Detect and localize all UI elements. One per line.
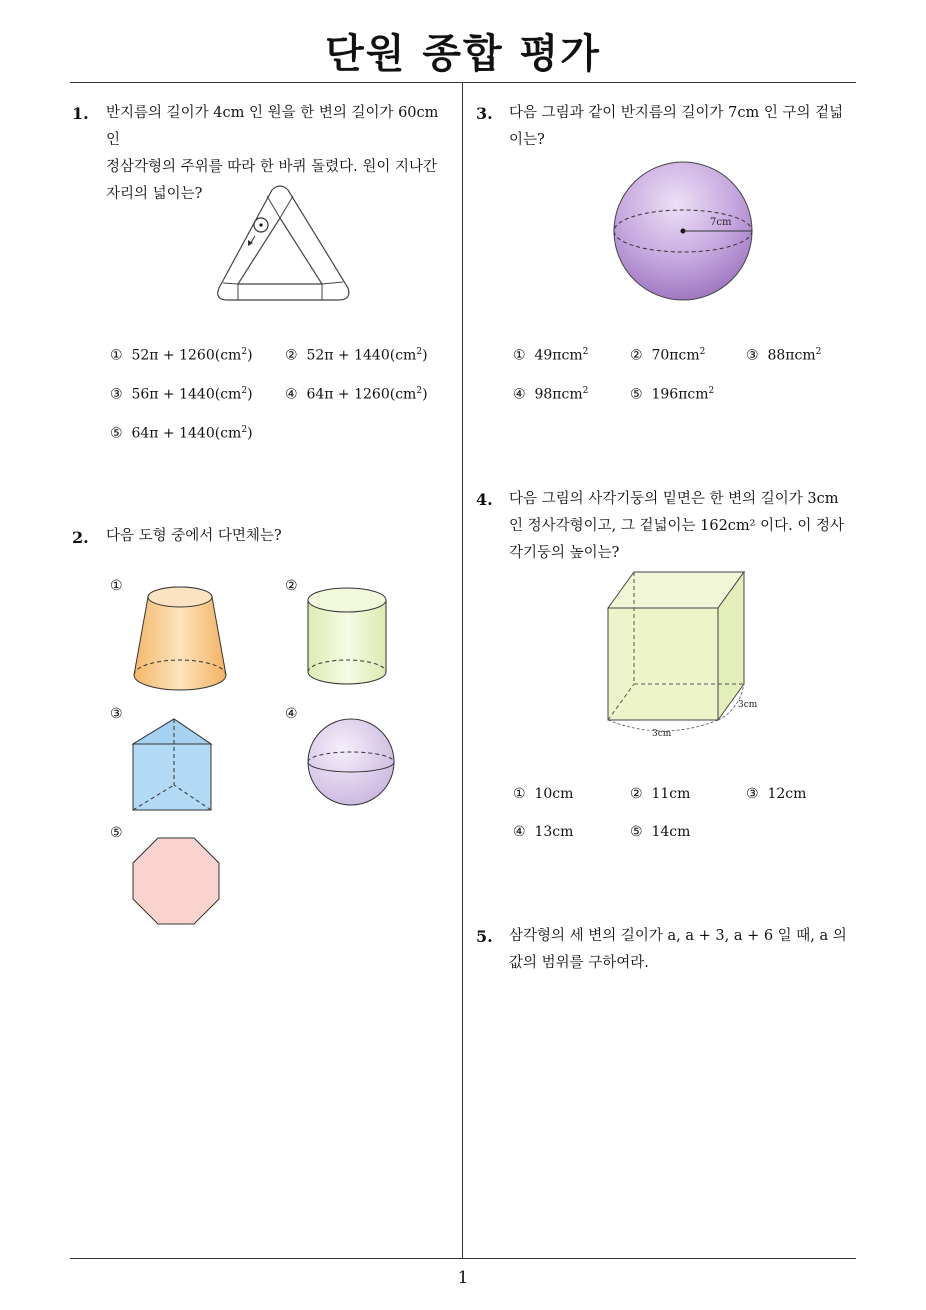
square-prism-figure [605, 570, 765, 740]
question-4-text: 다음 그림의 사각기둥의 밑면은 한 변의 길이가 3cm 인 정사각형이고, 그 겉넓이는 162cm² 이다. 이 정사 각기둥의 높이는? [509, 491, 844, 561]
q2-figure-label-2: ② [285, 578, 298, 594]
q4-option-5[interactable]: ⑤ 14cm [630, 824, 691, 840]
q1-option-1[interactable]: ① $52\pi + 1260(cm^2)$ [110, 347, 253, 364]
page-title: 단원 종합 평가 [325, 31, 601, 77]
q4-option-2[interactable]: ② 11cm [630, 786, 691, 802]
question-1-text: 반지름의 길이가 4cm 인 원을 한 변의 길이가 60cm 인 정삼각형의 주위를 따라 한 바퀴 돌렸다. 원이 지나간 자리의 넓이는? [106, 105, 439, 202]
q3-option-1[interactable]: ① 49πcm$^2$ [513, 347, 589, 364]
sphere-radius-label: 7cm [710, 217, 732, 228]
q2-figure-label-5: ⑤ [110, 825, 123, 841]
q3-option-2[interactable]: ② 70πcm$^2$ [630, 347, 706, 364]
q4-option-4[interactable]: ④ 13cm [513, 824, 574, 840]
question-3-text: 다음 그림과 같이 반지름의 길이가 7cm 인 구의 겉넓 이는? [509, 105, 844, 148]
q3-option-3[interactable]: ③ 88πcm$^2$ [746, 347, 822, 364]
triangular-prism-figure[interactable] [132, 718, 212, 813]
prism-depth-label: 3cm [738, 700, 758, 710]
q2-figure-label-4: ④ [285, 706, 298, 722]
q1-option-5[interactable]: ⑤ $64\pi + 1440(cm^2)$ [110, 425, 253, 442]
column-divider [462, 82, 463, 1258]
q2-figure-label-1: ① [110, 578, 123, 594]
question-2-number: 2. [72, 528, 89, 547]
question-4-number: 4. [476, 490, 493, 509]
q4-option-1[interactable]: ① 10cm [513, 786, 574, 802]
question-3-number: 3. [476, 104, 493, 123]
page-number: 1 [457, 1268, 469, 1288]
question-5-number: 5. [476, 927, 493, 946]
prism-width-label: 3cm [652, 729, 672, 739]
top-divider [70, 82, 856, 83]
frustum-figure[interactable] [130, 585, 230, 695]
q3-option-5[interactable]: ⑤ 196πcm$^2$ [630, 386, 715, 403]
triangle-track-figure [210, 182, 360, 307]
q1-option-2[interactable]: ② $52\pi + 1440(cm^2)$ [285, 347, 428, 364]
q4-option-3[interactable]: ③ 12cm [746, 786, 807, 802]
octagon-figure[interactable] [132, 837, 220, 925]
q1-option-3[interactable]: ③ $56\pi + 1440(cm^2)$ [110, 386, 253, 403]
large-sphere-figure [612, 162, 754, 304]
question-5-text: 삼각형의 세 변의 길이가 a, a + 3, a + 6 일 때, a 의 값의 범위를 구하여라. [509, 928, 847, 971]
question-1-number: 1. [72, 104, 89, 123]
question-2-text: 다음 도형 중에서 다면체는? [106, 528, 282, 544]
q1-option-4[interactable]: ④ $64\pi + 1260(cm^2)$ [285, 386, 428, 403]
cylinder-figure[interactable] [305, 588, 390, 688]
bottom-divider [70, 1258, 856, 1259]
q3-option-4[interactable]: ④ 98πcm$^2$ [513, 386, 589, 403]
small-sphere-figure[interactable] [307, 718, 395, 806]
q2-figure-label-3: ③ [110, 706, 123, 722]
